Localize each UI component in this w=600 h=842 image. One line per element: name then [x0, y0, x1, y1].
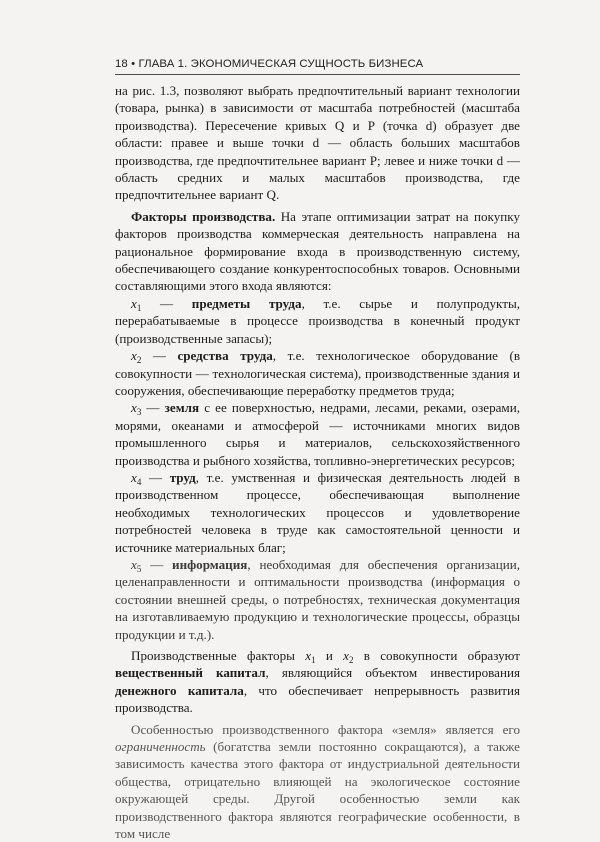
running-header — [115, 58, 520, 70]
var-subscript: 4 — [136, 476, 142, 487]
paragraph-intro: на рис. 1.3, позволяют выбрать предпочтительный вариант технологии (товара, рынка) в зависимости от масштаба потребностей (масштаба производства). Пересечение кривых Q и P (точка d) образует две области: правее и выше точки d — область больших масштабов производства, где предпочтительнее вариант P; левее и ниже точки d — область средних и малых масштабов производства, где предпочтительнее вариант Q. — [115, 83, 520, 203]
paragraph-factors — [115, 208, 520, 295]
dash: — — [141, 556, 173, 572]
var-x: x — [131, 348, 137, 364]
chapter-title: ЭКОНОМИЧЕСКАЯ СУЩНОСТЬ БИЗНЕСА — [190, 58, 424, 70]
var-subscript: 5 — [136, 563, 142, 574]
list-item-x2 — [115, 347, 520, 399]
dash: — — [141, 295, 192, 311]
var-subscript: 3 — [136, 407, 142, 418]
var-x: x — [305, 648, 312, 663]
var-x: x — [131, 400, 137, 416]
item-text: с ее поверхностью, недрами, лесами, реками, озерами, морями, океанами и атмосферой — источниками многих видов промышленного сырья и материалов, сельскохозяйственного производства и рыбного хозяйства, топливно-энергетических ресурсов; — [115, 400, 521, 468]
term: земля — [164, 400, 200, 416]
term: предметы труда — [191, 295, 302, 311]
list-item-x3 — [115, 399, 520, 469]
item-text: , т.е. технологическое оборудование (в совокупности — технологическая система), производственные здания и сооружения, обеспечивающие переработку предметов труда; — [115, 348, 520, 398]
header-bullet: • — [131, 58, 136, 70]
term-money-capital: денежного капитала — [115, 682, 244, 698]
body-text — [115, 82, 520, 842]
list-item-x1 — [115, 295, 520, 347]
item-text: , необходимая для обеспечения организации, целенаправленности и оптимальности производства (информация о состоянии внешней среды, о потребностях, техническая документация на изготавливаемую продукцию и технологические процессы, образцы продукции и т.д.). — [115, 556, 521, 642]
paragraph-land: Особенностью производственного фактора «земля» является его ограниченность (богатства земли постоянно сокращаются), а также зависимость качества этого фактора от индустриальной деятельности общества, отрицательно влияющей на экологическое состояние окружающей среды. Другой особенностью земли как производственного фактора являются географические особенности, в том числе — [115, 721, 520, 842]
item-text: , т.е. умственная и физическая деятельность людей в производственном процессе, обеспечивающая выполнение необходимых технологических процессов и удовлетворение потребностей человека в труде как самостоятельной ценности и источнике материальных благ; — [115, 469, 520, 555]
term: труд — [169, 469, 196, 485]
list-item-x4 — [115, 469, 520, 556]
paragraph-capital: Производственные факторы $x_1$ и $x_2$ в совокупности образуют вещественный капитал, являющийся объектом инвестирования денежного капитала, что обеспечивает непрерывность развития производства. — [115, 648, 520, 716]
term: информация — [172, 556, 248, 572]
item-text: , т.е. сырье и полупродукты, перерабатываемые в процессе производства в конечный продукт (производственные запасы); — [115, 295, 521, 346]
var-x: x — [131, 295, 137, 311]
var-x: x — [131, 556, 137, 572]
dash: — — [141, 469, 170, 485]
var-subscript: 1 — [136, 302, 142, 313]
dash: — — [141, 400, 165, 416]
var-subscript: 2 — [136, 355, 142, 366]
dash: — — [141, 348, 178, 364]
page-number: 18 — [115, 58, 128, 70]
term: средства труда — [177, 348, 273, 364]
header-divider — [115, 74, 520, 75]
term-limitedness: ограниченность — [115, 739, 206, 755]
chapter-label: ГЛАВА 1. — [138, 58, 188, 70]
factors-heading: Факторы производства. — [131, 208, 276, 224]
var-x: x — [343, 648, 349, 663]
factors-text: На этапе оптимизации затрат на покупку факторов производства коммерческая деятельность направлена на рациональное формирование входа в производственную систему, обеспечивающего создание конкурентоспособных товаров. Основными составляющими этого входа являются: — [115, 208, 520, 294]
term-material-capital: вещественный капитал — [115, 665, 266, 681]
list-item-x5 — [115, 556, 520, 643]
var-x: x — [131, 469, 137, 485]
